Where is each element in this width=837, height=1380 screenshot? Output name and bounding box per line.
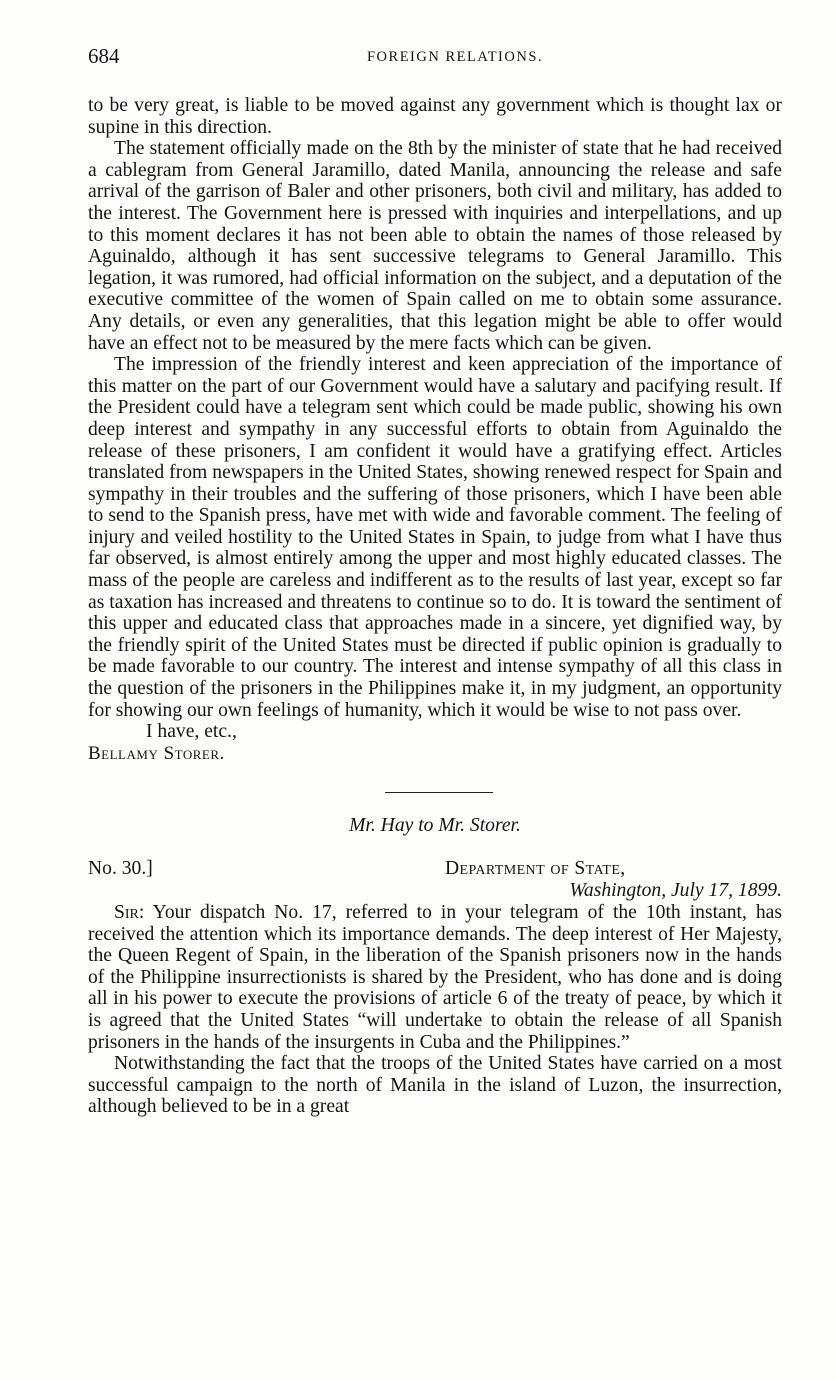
running-title: FOREIGN RELATIONS.: [366, 49, 544, 65]
closing-line: I have, etc.,: [146, 721, 237, 743]
signature: Bellamy Storer.: [88, 742, 225, 764]
place-date: Washington, July 17, 1899.: [569, 880, 782, 901]
section-divider: [385, 792, 493, 793]
page-body: [88, 95, 782, 1118]
page-number: 684: [88, 44, 120, 68]
paragraph: The statement officially made on the 8th by the minister of state that he had received a cablegram from General Jaramillo, dated Manila, announcing the release and safe arrival of the garrison of Baler and other prisoners, both civil and military, has added to the interest. The Government here is pressed with inquiries and interpellations, and up to this moment declares it has not been able to obtain the names of those released by Aguinaldo, although it has sent successive telegrams to General Jaramillo. This legation, it was rumored, had official information on the subject, and a deputation of the executive committee of the women of Spain called on me to obtain some assurance. Any details, or even any generalities, that this legation might be able to offer would have an effect not to be measured by the mere facts which can be given.: [88, 138, 782, 354]
dispatch-number: No. 30.]: [88, 858, 153, 879]
salutation: Sir:: [114, 902, 145, 923]
running-head: [88, 44, 782, 74]
letter-header: [88, 858, 782, 902]
paragraph: to be very great, is liable to be moved against any government which is thought lax or supine in this direction.: [88, 95, 782, 138]
paragraph-text: Your dispatch No. 17, referred to in your telegram of the 10th instant, has received the attention which its importance demands. The deep interest of Her Majesty, the Queen Regent of Spain, in the liberation of the Spanish prisoners now in the hands of the Philippine insurrectionists is shared by the President, who has done and is doing all in his power to execute the provisions of article 6 of the treaty of peace, by which it is agreed that the United States “will undertake to obtain the release of all Spanish prisoners in the hands of the insurgents in Cuba and the Philippines.”: [88, 902, 783, 1053]
paragraph: Notwithstanding the fact that the troops of the United States have carried on a most successful campaign to the north of Manila in the island of Luzon, the insurrection, although believed to be in a great: [88, 1053, 782, 1118]
paragraph: [88, 902, 782, 1053]
letter-heading: Mr. Hay to Mr. Storer.: [349, 815, 521, 837]
paragraph: The impression of the friendly interest and keen appreciation of the importance of this matter on the part of our Government would have a salutary and pacifying result. If the President could have a telegram sent which could be made public, showing his own deep interest and sympathy in any successful efforts to obtain from Aguinaldo the release of these prisoners, I am confident it would have a gratifying effect. Articles translated from newspapers in the United States, showing renewed respect for Spain and sympathy in their troubles and the suffering of those prisoners, which I have been able to send to the Spanish press, have met with wide and favorable comment. The feeling of injury and veiled hostility to the United States in Spain, to judge from what I have thus far observed, is almost entirely among the upper and most highly educated classes. The mass of the people are careless and indifferent as to the results of last year, except so far as taxation has increased and threatens to continue so to do. It is toward the sentiment of this upper and educated class that approaches made in a sincere, yet dignified way, by the friendly spirit of the United States must be directed if public opinion is gradually to be made favorable to our country. The interest and intense sympathy of all this class in the question of the prisoners in the Philippines make it, in my judgment, an opportunity for showing our own feelings of humanity, which it would be wise to not pass over.: [88, 354, 782, 721]
department-name: Department of State,: [445, 858, 626, 879]
